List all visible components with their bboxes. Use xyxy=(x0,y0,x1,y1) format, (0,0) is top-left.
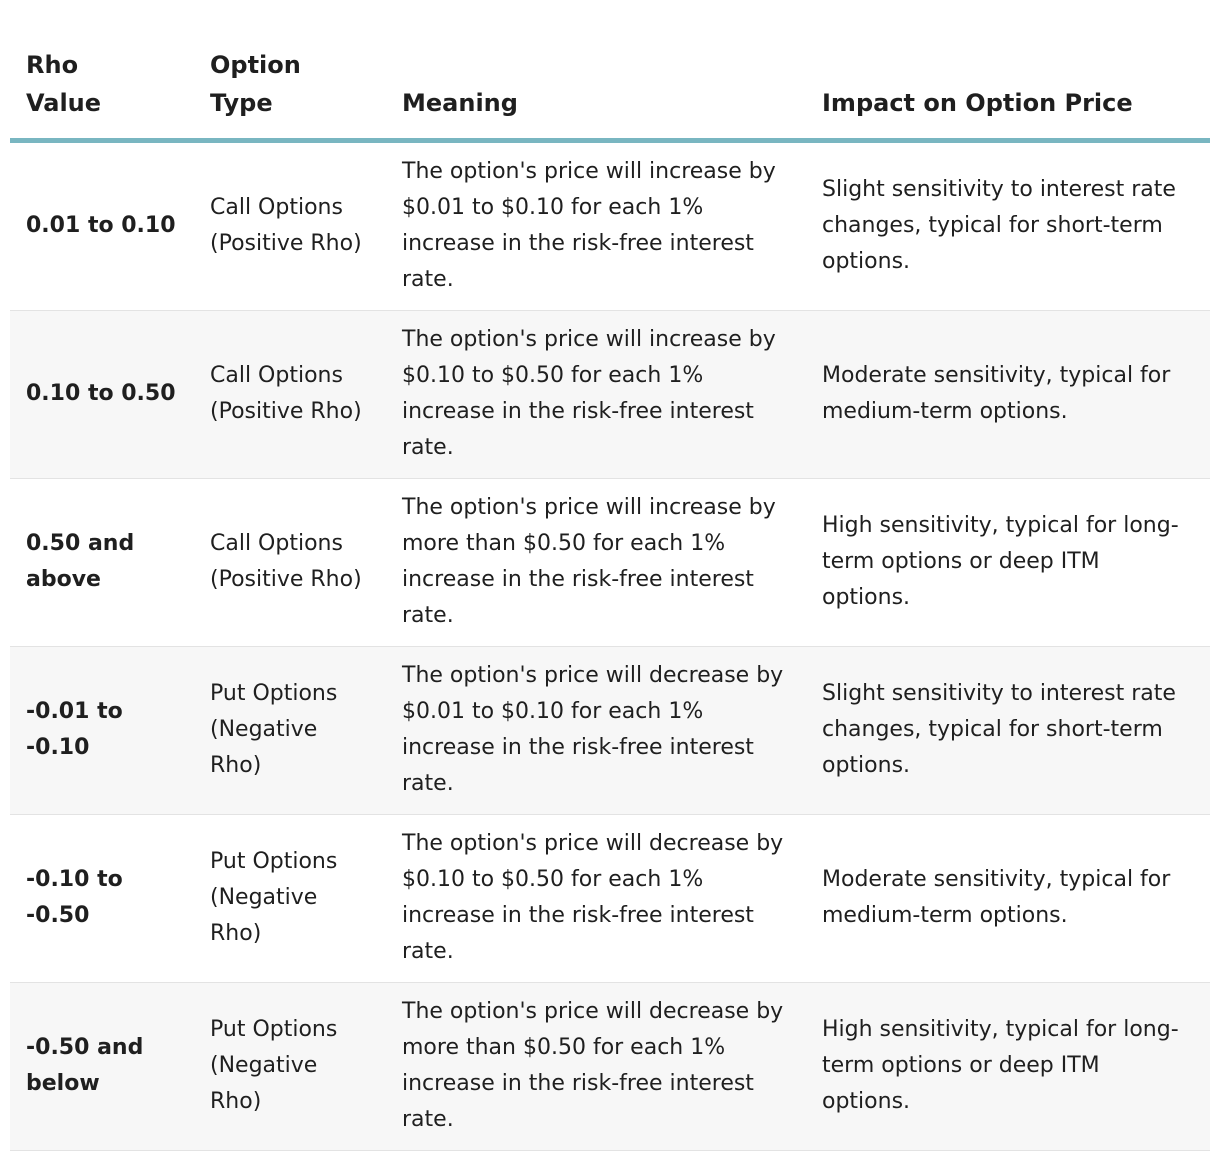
header-row xyxy=(10,0,1210,141)
impact-cell: Moderate sensitivity, typical for medium-term options. xyxy=(806,815,1210,983)
header-option-type xyxy=(194,0,386,141)
meaning-cell: The option's price will increase by $0.10 to $0.50 for each 1% increase in the risk-free interest rate. xyxy=(386,311,806,479)
table-row xyxy=(10,311,1210,479)
table-row xyxy=(10,647,1210,815)
option-type-cell: Call Options (Positive Rho) xyxy=(194,141,386,311)
meaning-cell: The option's price will decrease by more than $0.50 for each 1% increase in the risk-free interest rate. xyxy=(386,983,806,1151)
option-type-cell: Put Options (Negative Rho) xyxy=(194,815,386,983)
header-impact: Impact on Option Price xyxy=(806,0,1210,141)
table-row xyxy=(10,141,1210,311)
header-meaning: Meaning xyxy=(386,0,806,141)
table-body xyxy=(10,141,1210,1151)
table-row xyxy=(10,815,1210,983)
table-row xyxy=(10,983,1210,1151)
rho-value-cell: 0.10 to 0.50 xyxy=(10,311,194,479)
option-type-cell: Put Options (Negative Rho) xyxy=(194,647,386,815)
impact-cell: High sensitivity, typical for long-term options or deep ITM options. xyxy=(806,479,1210,647)
header-option-type-line2: Type xyxy=(210,89,273,117)
header-option-type-line1: Option xyxy=(210,51,301,79)
rho-table xyxy=(10,0,1210,1151)
rho-value-cell: 0.50 and above xyxy=(10,479,194,647)
option-type-cell: Call Options (Positive Rho) xyxy=(194,479,386,647)
option-type-cell: Call Options (Positive Rho) xyxy=(194,311,386,479)
impact-cell: Moderate sensitivity, typical for medium-term options. xyxy=(806,311,1210,479)
table-header xyxy=(10,0,1210,141)
rho-table-container xyxy=(10,0,1210,1151)
meaning-cell: The option's price will decrease by $0.01 to $0.10 for each 1% increase in the risk-free interest rate. xyxy=(386,647,806,815)
option-type-cell: Put Options (Negative Rho) xyxy=(194,983,386,1151)
rho-value-cell: -0.50 and below xyxy=(10,983,194,1151)
rho-value-cell: 0.01 to 0.10 xyxy=(10,141,194,311)
table-row xyxy=(10,479,1210,647)
header-rho-value-line2: Value xyxy=(26,89,102,117)
meaning-cell: The option's price will increase by $0.01 to $0.10 for each 1% increase in the risk-free interest rate. xyxy=(386,141,806,311)
rho-value-cell: -0.01 to -0.10 xyxy=(10,647,194,815)
header-rho-value-line1: Rho xyxy=(26,51,79,79)
meaning-cell: The option's price will decrease by $0.10 to $0.50 for each 1% increase in the risk-free interest rate. xyxy=(386,815,806,983)
impact-cell: Slight sensitivity to interest rate changes, typical for short-term options. xyxy=(806,647,1210,815)
impact-cell: High sensitivity, typical for long-term options or deep ITM options. xyxy=(806,983,1210,1151)
meaning-cell: The option's price will increase by more than $0.50 for each 1% increase in the risk-free interest rate. xyxy=(386,479,806,647)
impact-cell: Slight sensitivity to interest rate changes, typical for short-term options. xyxy=(806,141,1210,311)
rho-value-cell: -0.10 to -0.50 xyxy=(10,815,194,983)
header-rho-value xyxy=(10,0,194,141)
